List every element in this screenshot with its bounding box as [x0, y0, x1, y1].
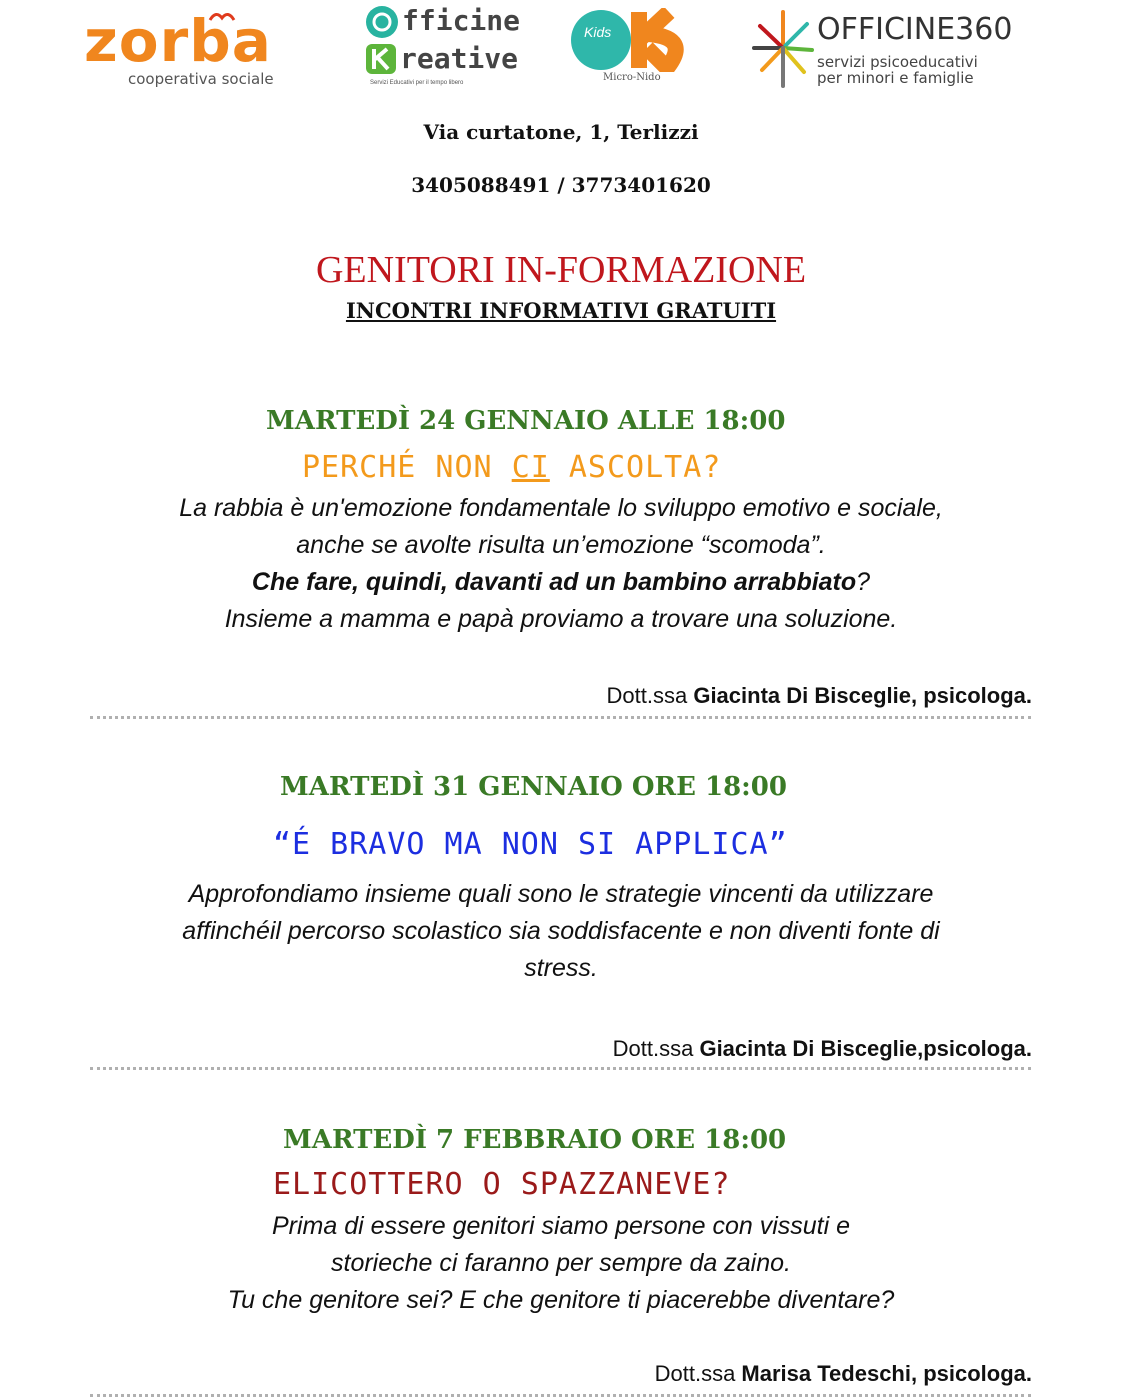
officine-kreative-word1: fficine	[402, 4, 521, 37]
event-3-speaker-title: Dott.ssa	[654, 1361, 742, 1386]
officine360-wordmark: OFFICINE360	[817, 12, 1013, 47]
event-1-line3-bold: Che fare, quindi, davanti ad un bambino arrabbiato	[251, 568, 857, 596]
event-1-speaker-title: Dott.ssa	[606, 683, 694, 708]
event-1-topic-part1: PERCHÉ NON	[302, 450, 512, 485]
event-2-speaker	[613, 1036, 1032, 1062]
page-subtitle: INCONTRI INFORMATIVI GRATUITI	[345, 298, 777, 323]
officine360-subtitle-line1: servizi psicoeducativi	[817, 53, 978, 71]
event-1-speaker-name: Giacinta Di Bisceglie, psicologa.	[693, 683, 1032, 708]
officine360-subtitle-line2: per minori e famiglie	[817, 69, 974, 87]
pinwheel-icon	[752, 8, 814, 88]
event-3-line2: storieche ci faranno per sempre da zaino.	[331, 1249, 791, 1277]
event-1-topic	[302, 450, 721, 485]
event-1-line3	[0, 564, 1122, 601]
officine-kreative-subtitle: Servizi Educativi per il tempo libero	[370, 80, 464, 86]
event-1-line3-end: ?	[856, 568, 871, 596]
event-2-speaker-title: Dott.ssa	[612, 1036, 700, 1061]
page-title: GENITORI IN-FORMAZIONE	[315, 249, 807, 291]
event-2-speaker-name: Giacinta Di Bisceglie,psicologa.	[699, 1036, 1032, 1061]
zorba-logo-wordmark: zorba	[84, 7, 272, 75]
event-1-date: MARTEDÌ 24 GENNAIO ALLE 18:00	[266, 406, 786, 436]
address: Via curtatone, 1, Terlizzi	[423, 120, 699, 144]
event-2-date: MARTEDÌ 31 GENNAIO ORE 18:00	[280, 772, 787, 802]
zorba-logo-subtitle: cooperativa sociale	[128, 70, 274, 88]
event-1-description	[0, 490, 1122, 638]
event-2-line2: affinchéil percorso scolastico sia soddisfacente e non diventi fonte di	[182, 917, 940, 945]
kids-ok-subtitle: Micro-Nido	[603, 72, 661, 83]
event-3-topic: ELICOTTERO O SPAZZANEVE?	[273, 1167, 731, 1202]
event-2-separator	[90, 1067, 1031, 1070]
event-3-description	[0, 1208, 1122, 1319]
event-1-speaker	[607, 683, 1032, 709]
kreative-k-badge-icon	[364, 42, 398, 76]
officine-o-badge-icon	[364, 4, 400, 40]
phone-numbers: 3405088491 / 3773401620	[411, 173, 711, 197]
event-1-line2: anche se avolte risulta un’emozione “scomoda”.	[296, 531, 826, 559]
event-3-date: MARTEDÌ 7 FEBBRAIO ORE 18:00	[283, 1125, 787, 1155]
event-1-line1: La rabbia è un'emozione fondamentale lo sviluppo emotivo e sociale,	[179, 494, 943, 522]
logo-strip	[0, 0, 1122, 100]
event-2-line3: stress.	[524, 954, 598, 982]
event-3-speaker-name: Marisa Tedeschi, psicologa.	[741, 1361, 1032, 1386]
kids-ok-word: Kids	[584, 24, 612, 40]
event-3-line1: Prima di essere genitori siamo persone con vissuti e	[271, 1212, 851, 1240]
event-3-speaker	[655, 1361, 1032, 1387]
event-2-description	[0, 876, 1122, 987]
event-2-line1: Approfondiamo insieme quali sono le strategie vincenti da utilizzare	[188, 880, 934, 908]
event-1-line4: Insieme a mamma e papà proviamo a trovare una soluzione.	[224, 605, 898, 633]
event-2-topic: “É BRAVO MA NON SI APPLICA”	[273, 827, 788, 862]
event-3-line3: Tu che genitore sei? E che genitore ti piacerebbe diventare?	[227, 1286, 895, 1314]
event-1-separator	[90, 716, 1031, 719]
officine-kreative-word2: reative	[400, 42, 519, 75]
event-3-separator	[90, 1394, 1031, 1397]
event-1-topic-underlined: CI	[511, 450, 550, 485]
officine360-subtitle	[817, 54, 978, 86]
kids-ok-badge-icon	[569, 8, 693, 72]
event-1-topic-part2: ASCOLTA?	[549, 450, 722, 485]
